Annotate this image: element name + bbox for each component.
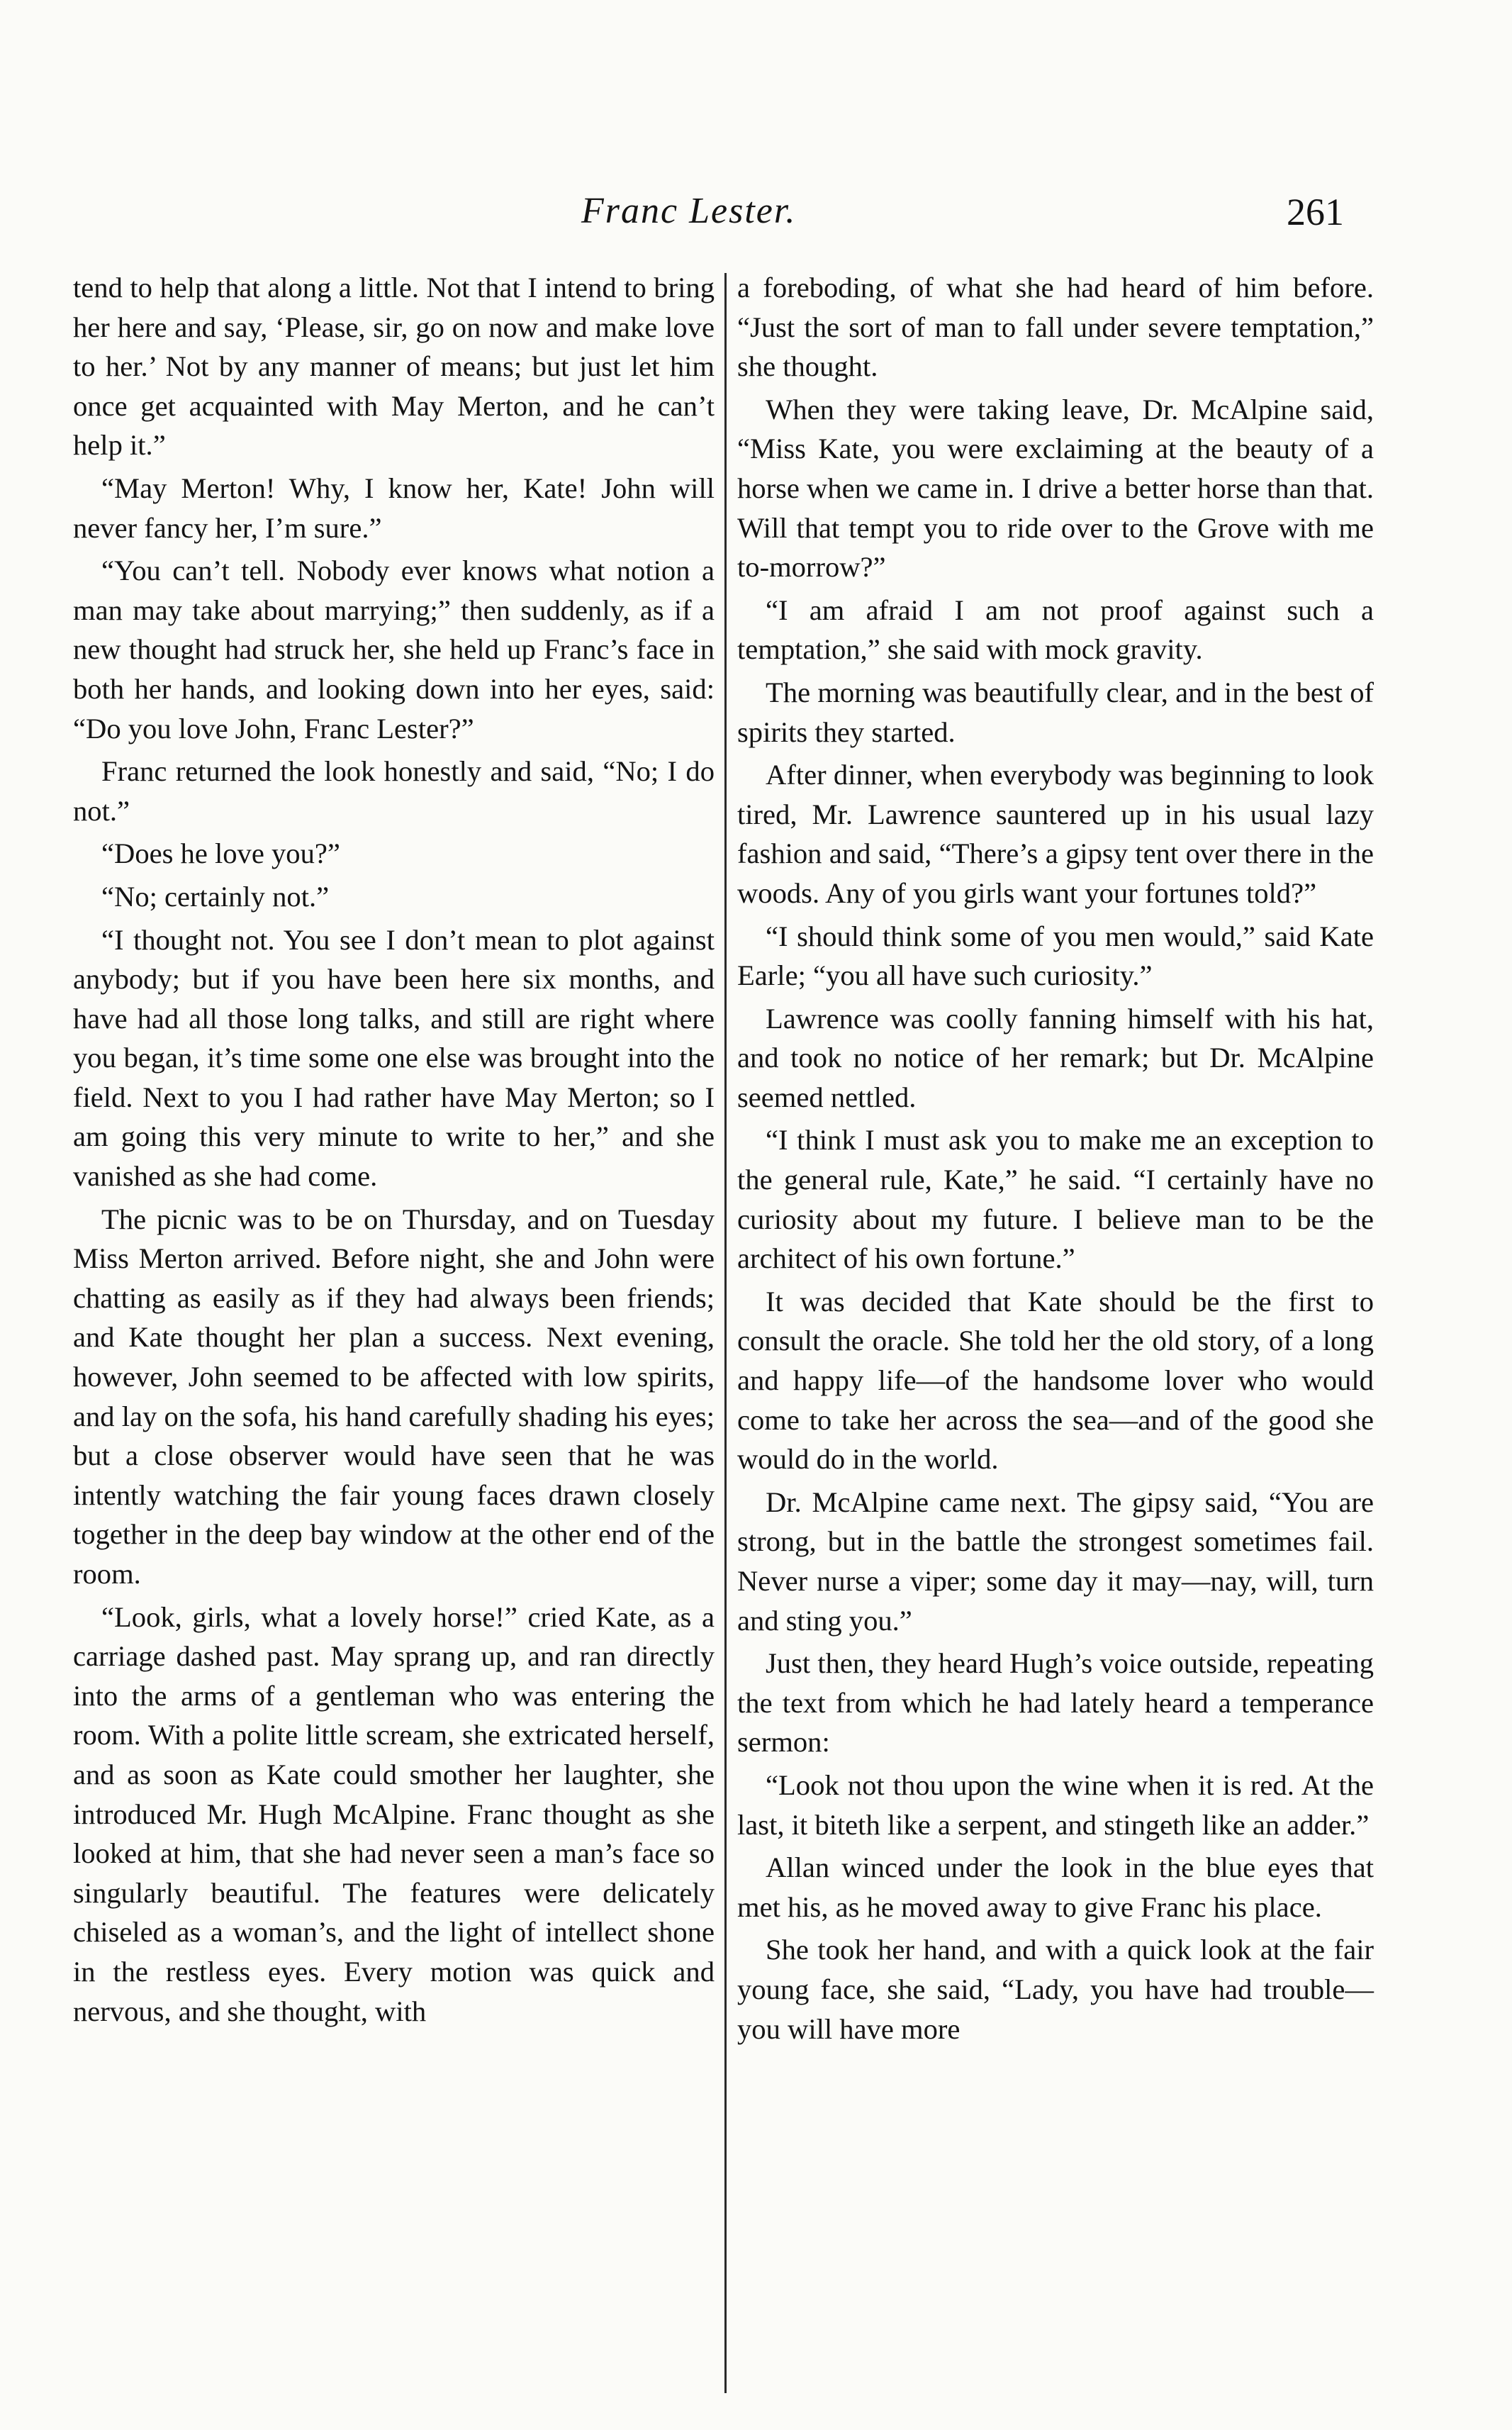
paragraph: “I think I must ask you to make me an exception to the general rule, Kate,” he said. “I certainly have no curiosity about my future. I believe man to be the architect of his own fortune.” bbox=[737, 1124, 1374, 1275]
right-column bbox=[737, 268, 1374, 2052]
paragraph: “Look, girls, what a lovely horse!” cried Kate, as a carriage dashed past. May sprang up, and ran directly into the arms of a gentleman who was entering the room. With a polite little scream, she extricated herself, and as soon as Kate could smother her laughter, she introduced Mr. Hugh McAlpine. Franc thought as she looked at him, that she had never seen a man’s face so singularly beautiful. The features were delicately chiseled as a woman’s, and the light of intellect shone in the restless eyes. Every motion was quick and nervous, and she thought, with bbox=[73, 1600, 715, 2027]
paragraph: “You can’t tell. Nobody ever knows what notion a man may take about marrying;” then suddenly, as if a new thought had struck her, she held up Franc’s face in both her hands, and looking down into her eyes, said: “Do you love John, Franc Lester?” bbox=[73, 554, 715, 745]
running-title: Franc Lester. bbox=[581, 191, 797, 231]
paragraph: “I thought not. You see I don’t mean to plot against anybody; but if you have been here six months, and have had all those long talks, and still are right where you began, it’s time some one else was brought into the field. Next to you I had rather have May Merton; so I am going this very minute to write to her,” and she vanished as she had come. bbox=[73, 923, 715, 1193]
paragraph: Dr. McAlpine came next. The gipsy said, “You are strong, but in the battle the strongest sometimes fail. Never nurse a viper; some day it may—nay, will, turn and sting you.” bbox=[737, 1486, 1374, 1637]
paragraph: When they were taking leave, Dr. McAlpine said, “Miss Kate, you were exclaiming at the beauty of a horse when we came in. I drive a better horse than that. Will that tempt you to ride over to the Grove with me to-morrow?” bbox=[737, 393, 1374, 584]
paragraph: “No; certainly not.” bbox=[101, 880, 330, 913]
paragraph: Just then, they heard Hugh’s voice outside, repeating the text from which he had lately heard a temperance sermon: bbox=[737, 1647, 1374, 1759]
paragraph: It was decided that Kate should be the first to consult the oracle. She told her the old story, of a long and happy life—of the handsome lover who would come to take her across the sea—and of the good she would do in the world. bbox=[737, 1285, 1374, 1476]
paragraph: Allan winced under the look in the blue eyes that met his, as he moved away to give Franc his place. bbox=[737, 1851, 1374, 1923]
paragraph: “May Merton! Why, I know her, Kate! John will never fancy her, I’m sure.” bbox=[73, 472, 715, 544]
paragraph: “Does he love you?” bbox=[101, 837, 340, 870]
paragraph: a foreboding, of what she had heard of him before. “Just the sort of man to fall under severe temptation,” she thought. bbox=[737, 272, 1374, 383]
page-header bbox=[0, 190, 1512, 247]
paragraph: She took her hand, and with a quick look at the fair young face, she said, “Lady, you have had trouble—you will have more bbox=[737, 1934, 1374, 2045]
paragraph: The morning was beautifully clear, and in the best of spirits they started. bbox=[737, 676, 1374, 748]
page-number: 261 bbox=[1287, 191, 1344, 233]
paragraph: After dinner, when everybody was beginning to look tired, Mr. Lawrence sauntered up in his usual lazy fashion and said, “There’s a gipsy tent over there in the woods. Any of you girls want your fortunes told?” bbox=[737, 759, 1374, 909]
paragraph: “I am afraid I am not proof against such a temptation,” she said with mock gravity. bbox=[737, 593, 1374, 666]
paragraph: “Look not thou upon the wine when it is red. At the last, it biteth like a serpent, and stingeth like an adder.” bbox=[737, 1768, 1374, 1841]
paragraph: Lawrence was coolly fanning himself with his hat, and took no notice of her remark; but Dr. McAlpine seemed nettled. bbox=[737, 1002, 1374, 1113]
paragraph: The picnic was to be on Thursday, and on Tuesday Miss Merton arrived. Before night, she and John were chatting as easily as if they had always been friends; and Kate thought her plan a success. Next evening, however, John seemed to be affected with low spirits, and lay on the sofa, his hand carefully shading his eyes; but a close observer would have seen that he was intently watching the fair young faces drawn closely together in the deep bay window at the other end of the room. bbox=[73, 1203, 715, 1590]
paragraph: Franc returned the look honestly and said, “No; I do not.” bbox=[73, 755, 715, 827]
paragraph: “I should think some of you men would,” said Kate Earle; “you all have such curiosity.” bbox=[737, 920, 1374, 992]
paragraph: tend to help that along a little. Not that I intend to bring her here and say, ‘Please, sir, go on now and make love to her.’ Not by any manner of means; but just let him once get acquainted with May Merton, and he can’t help it.” bbox=[73, 272, 715, 462]
left-column bbox=[73, 268, 715, 2034]
column-divider bbox=[724, 273, 727, 2393]
